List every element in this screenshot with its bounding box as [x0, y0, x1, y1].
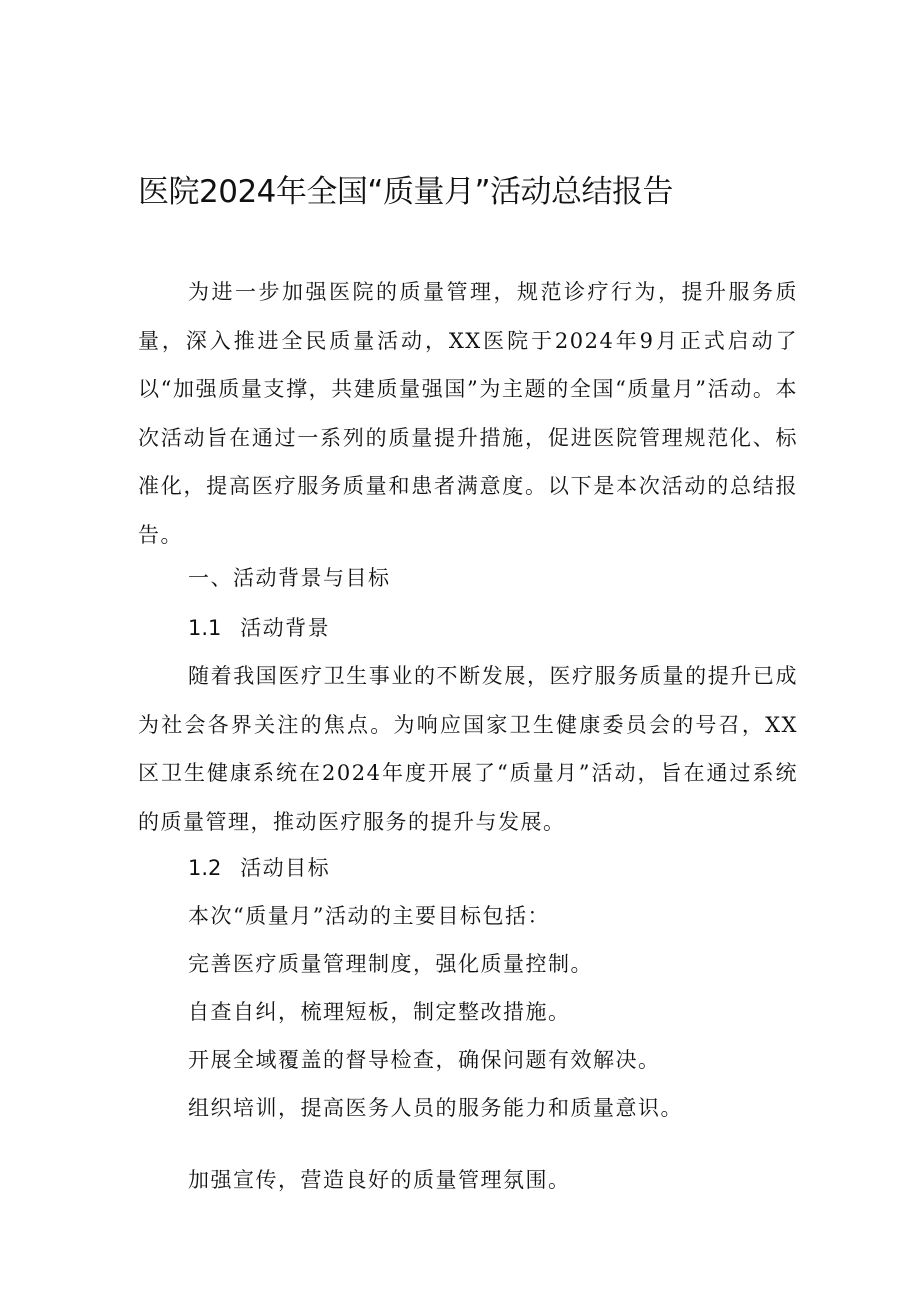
- subsection-heading-1-1: [188, 608, 798, 648]
- goal-item: 完善医疗质量管理制度，强化质量控制。: [188, 952, 593, 976]
- goal-item: 开展全域覆盖的督导检查，确保问题有效解决。: [188, 1048, 661, 1072]
- document-title: 医院2024年全国“质量月”活动总结报告: [138, 174, 674, 210]
- subsection-number: 1.1: [188, 616, 222, 640]
- goal-item: 自查自纠，梳理短板，制定整改措施。: [188, 1000, 571, 1024]
- goal-item: 加强宣传，营造良好的质量管理氛围。: [188, 1168, 571, 1192]
- subsection-number: 1.2: [188, 856, 222, 880]
- subsection-label: 活动背景: [240, 616, 331, 640]
- subsection-label: 活动目标: [240, 856, 331, 880]
- intro-paragraph: 为进一步加强医院的质量管理，规范诊疗行为，提升服务质量，深入推进全民质量活动，XX医院于2024年9月正式启动了以“加强质量支撑，共建质量强国”为主题的全国“质量月”活动。本次活动旨在通过一系列的质量提升措施，促进医院管理规范化、标准化，提高医疗服务质量和患者满意度。以下是本次活动的总结报告。: [138, 280, 798, 547]
- section-heading-1: 一、活动背景与目标: [188, 566, 391, 590]
- goal-item: 组织培训，提高医务人员的服务能力和质量意识。: [188, 1096, 683, 1120]
- goals-intro: 本次“质量月”活动的主要目标包括：: [188, 904, 550, 928]
- background-paragraph: 随着我国医疗卫生事业的不断发展，医疗服务质量的提升已成为社会各界关注的焦点。为响应国家卫生健康委员会的号召，XX区卫生健康系统在2024年度开展了“质量月”活动，旨在通过系统的质量管理，推动医疗服务的提升与发展。: [138, 664, 798, 834]
- subsection-heading-1-2: [188, 848, 798, 888]
